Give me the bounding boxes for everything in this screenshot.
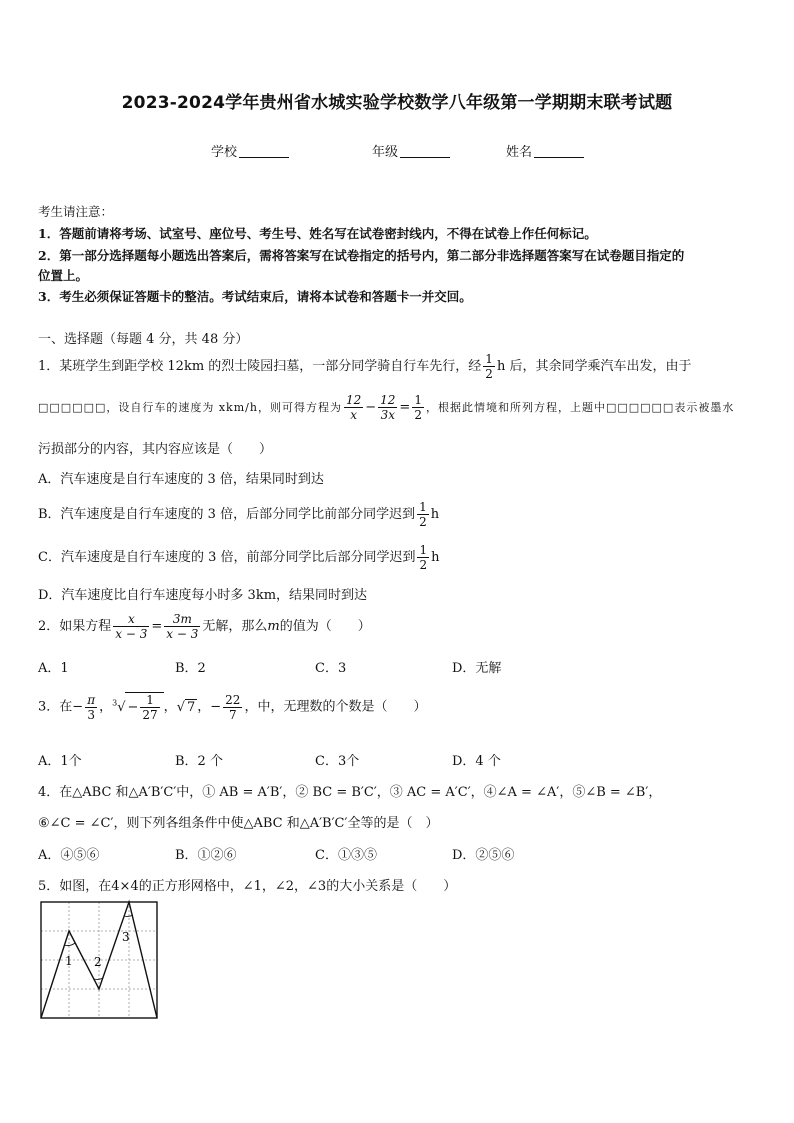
q1-option-c[interactable]: C．汽车速度是自行车速度的 3 倍，前部分同学比后部分同学迟到 $\frac{1}{2}$ h (38, 543, 440, 572)
angle-label-2: 2 (94, 955, 102, 969)
q2-var-m: m (267, 619, 280, 634)
q2-option-d[interactable]: D．无解 (452, 661, 502, 676)
q3-term-cube-root: $^3$√ − $\frac{1}{27}$ (112, 692, 164, 722)
notice-item-2-cont: 位置上。 (38, 268, 89, 283)
q3-term-22-over-7: $\frac{22}{7}$ (225, 692, 241, 722)
school-label: 学校 (211, 145, 238, 160)
q2-frac-left: $\frac{x}{x - 3}$ (115, 612, 148, 641)
q4-option-c[interactable]: C．①③⑤ (315, 848, 377, 863)
notice-item-2: 2．第一部分选择题每小题选出答案后，需将答案写在试卷指定的括号内，第二部分非选择题答案写在试卷题目指定的 (38, 248, 685, 263)
q4-line2: ⑥∠C = ∠C′，则下列各组条件中使△ABC 和△A′B′C′全等的是（ ） (38, 816, 439, 831)
q3-option-d[interactable]: D．4 个 (452, 754, 501, 769)
q2-option-a[interactable]: A．1 (38, 661, 69, 676)
q2-frac-right: $\frac{3m}{x - 3}$ (166, 612, 199, 641)
angle-3-arc (124, 915, 133, 916)
q1-option-d[interactable]: D．汽车速度比自行车速度每小时多 3km，结果同时到达 (38, 588, 368, 603)
page-title: 2023-2024学年贵州省水城实验学校数学八年级第一学期期末联考试题 (121, 93, 673, 113)
angle-label-1: 1 (65, 954, 73, 968)
name-label: 姓名 (506, 145, 533, 160)
q2-option-b[interactable]: B．2 (175, 661, 206, 676)
notice-item-1: 1．答题前请将考场、试室号、座位号、考生号、姓名写在试卷密封线内，不得在试卷上作任何标记。 (38, 226, 597, 241)
q1-line3: 污损部分的内容，其内容应该是（ ） (38, 442, 273, 457)
q1-half-fraction: $\frac{1}{2}$ (485, 352, 493, 381)
q1-text-b: h 后，其余同学乘汽车出发，由于 (496, 359, 692, 374)
q4-option-a[interactable]: A．④⑤⑥ (38, 848, 100, 863)
q3-option-b[interactable]: B．2 个 (175, 754, 223, 769)
q1-eq-frac-3: $\frac{1}{2}$ (414, 393, 422, 422)
q1-line2: □□□□□□，设自行车的速度为 xkm/h，则可得方程为 $\frac{12}{x}$ − $\frac{12}{3x}$ = $\frac{1}{2}$ ，根据此情境和所列方程，上题中□□□□□□表示被墨水 (38, 393, 735, 422)
q5-grid-figure (38, 899, 162, 1021)
q4-option-d[interactable]: D．②⑤⑥ (452, 848, 515, 863)
name-field[interactable] (506, 141, 584, 160)
q4-line1: 4．在△ABC 和△A′B′C′中，① AB = A′B′，② BC = B′C′，③ AC = A′C′，④∠A = ∠A′，⑤∠B = ∠B′， (38, 785, 662, 800)
q1-eq-frac-2: $\frac{12}{3x}$ (380, 393, 396, 422)
grade-field[interactable] (372, 141, 450, 160)
school-blank[interactable] (239, 145, 289, 158)
q1-text-a: 1．某班学生到距学校 12km 的烈士陵园扫墓，一部分同学骑自行车先行，经 (38, 359, 482, 374)
q2-stem: 2．如果方程 $\frac{x}{x - 3}$ = $\frac{3m}{x - 3}$ 无解，那么m的值为（ ） (38, 612, 371, 641)
q1-line1 (38, 352, 691, 381)
q3-option-a[interactable]: A．1个 (38, 754, 82, 769)
q1-option-a[interactable]: A．汽车速度是自行车速度的 3 倍，结果同时到达 (38, 472, 324, 487)
q5-stem: 5．如图，在4×4的正方形网格中，∠1，∠2，∠3的大小关系是（ ） (38, 879, 457, 894)
school-field[interactable] (211, 141, 289, 160)
q1-text-c: □□□□□□，设自行车的速度为 xkm/h，则可得方程为 (38, 401, 342, 414)
grade-label: 年级 (372, 145, 399, 160)
section-heading: 一、选择题（每题 4 分，共 48 分） (38, 332, 249, 347)
notice-heading: 考生请注意： (38, 204, 114, 219)
grade-blank[interactable] (400, 145, 450, 158)
q2-option-c[interactable]: C．3 (315, 661, 347, 676)
q3-term-sqrt7: √ 7 (176, 700, 196, 715)
q3-term-pi-over-3: $\frac{\pi}{3}$ (87, 692, 96, 722)
q3-option-c[interactable]: C．3个 (315, 754, 360, 769)
name-blank[interactable] (534, 145, 584, 158)
q1-option-b[interactable]: B．汽车速度是自行车速度的 3 倍，后部分同学比前部分同学迟到 $\frac{1}{2}$ h (38, 500, 440, 529)
q1-b-fraction: $\frac{1}{2}$ (419, 500, 427, 529)
q1-eq-frac-1: $\frac{12}{x}$ (345, 393, 362, 422)
q4-option-b[interactable]: B．①②⑥ (175, 848, 237, 863)
angle-label-3: 3 (122, 930, 130, 944)
q1-c-fraction: $\frac{1}{2}$ (419, 543, 428, 572)
q1-text-d: ，根据此情境和所列方程，上题中□□□□□□表示被墨水 (425, 401, 735, 414)
notice-item-3: 3．考生必须保证答题卡的整洁。考试结束后，请将本试卷和答题卡一并交回。 (38, 289, 472, 304)
q3-stem: 3．在− $\frac{\pi}{3}$ ，$^3$√ − $\frac{1}{27}$ ，√ 7 ，− $\frac{22}{7}$ ，中，无理数的个数是（ ） (38, 692, 427, 722)
